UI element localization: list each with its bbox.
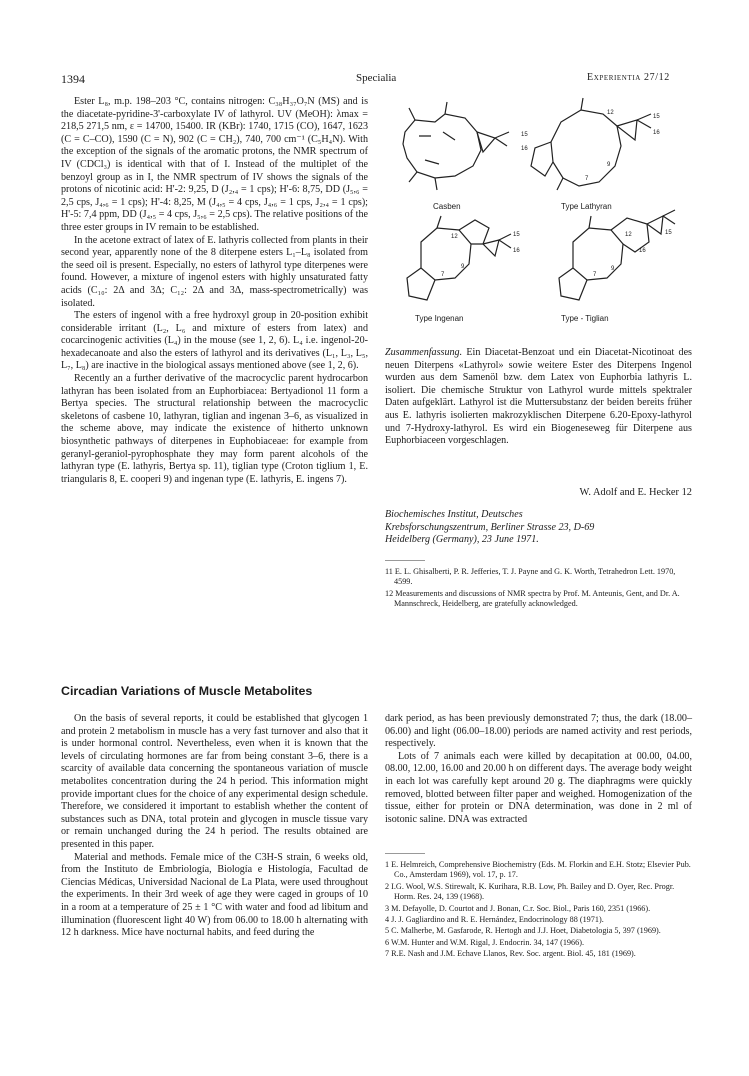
footnotes-bottom <box>385 860 692 961</box>
right-top-column <box>385 347 692 448</box>
footnote-7: 7 R.E. Nash and J.M. Echave Llanos, Rev. Soc. argent. Biol. 45, 181 (1969). <box>385 949 636 959</box>
ingenan-c16: 16 <box>513 248 520 254</box>
lathyran-c15: 15 <box>653 114 660 120</box>
lathyran-c7: 7 <box>585 176 589 182</box>
ingenan-label: Type Ingenan <box>415 314 464 323</box>
ingenan-structure <box>407 216 511 300</box>
ingenan-c12: 12 <box>451 234 458 240</box>
ingenan-c9: 9 <box>461 264 465 270</box>
tiglian-c16: 16 <box>639 248 646 254</box>
lathyran-c12: 12 <box>607 110 614 116</box>
casbene-label: Casben <box>433 202 461 211</box>
casbene-structure <box>403 102 509 190</box>
article-right-para1: dark period, as has been previously demonstrated 7; thus, the dark (18.00–06.00) and light (06.00–18.00) periods are named activity and rest periods, respectively. <box>385 713 692 750</box>
paragraph-ester-l8: Ester L₈, m.p. 198–203 °C, contains nitrogen: C₃₈H₃₇O₇N (MS) and is the diacetate-pyridine-3'-carboxylate IV of lathyrol. UV (MeOH): λmax = 218,5 271,5 nm, ε = 14700, 15400. IR (KBr): 1740, 1715 (CO), 1647, 1623 (C = C–CO), 1590 (C = N), 902 (C = CH₂), 740, 700 cm⁻¹ (C₅H₄N). With the exception of the signals of the aromatic protons, the NMR spectrum of IV (CDCl₃) is identical with that of I. Instead of the multiplet of the benzoyl group as in I, the NMR spectrum of IV shows the signals of the protons of nicotinic acid: H'-2: 9,25, D (J₂,₄ = 1 cps); H'-6: 8,75, DD (J₅,₆ = 2,5 cps, J₄,₆ = 1 cps); H'-4: 8,25, M (J₄,₅ = 4 cps, J₄,₆ = 1 cps, J₂,₄ = 1 cps); H'-5: 7,4 ppm, DD (J₄,₅ = 4 cps, J₅,₆ = 2,5 cps). The relative positions of the three ester groups in IV remain to be established. <box>61 96 368 233</box>
tiglian-c12: 12 <box>625 232 632 238</box>
article-right-para2: Lots of 7 animals each were killed by decapitation at 00.00, 04.00, 08.00, 12.00, 16.00 and 20.00 h on different days. The average body weight in each lot was carefully kept around 20 g. The diaphragms were quickly removed, blotted between filter paper and weighed. Homogenization of the tissue, either for protein or DNA determination, was done in 2 ml of isotonic saline. DNA was extracted <box>385 750 692 825</box>
article-right-column <box>385 713 692 826</box>
zusammenfassung-text: Ein Diacetat-Benzoat und ein Diacetat-Nicotinoat des neuen Diterpens «Lathyrol» sowie weitere Ester des Diterpens Ingenol wurden aus dem Samenöl bzw. dem Latex von Euphorbia lathyris L. isoliert. Die chemische Struktur von Lathyrol wurde mittels spektraler Daten aufgeklärt. Lathyrol ist die Muttersubstanz der beiden bereits früher aus E. lathyris isolierten makrozyklischen Diterpene 6.20-Epoxy-lathyrol und 7-Hydroxy-lathyrol. Es wird ein Biogeneseweg für Diterpene aus Euphorbiaceen vorgeschlagen. <box>385 347 692 447</box>
footnote-rule-top <box>385 560 425 561</box>
paragraph-latex-extract: In the acetone extract of latex of E. lathyris collected from plants in their second year, apparently none of the 8 diterpene esters L₁–L₈ isolated from the seed oil is present. Especially, no esters of lathyrol type diterpenes were found. However, a mixture of ingenol esters with highly unsaturated fatty acids (C₁₀: 2Δ and 3Δ; C₁₂: 2Δ and 3Δ, mass-spectrometrically) was isolated. <box>61 234 368 309</box>
ingenan-c15: 15 <box>513 232 520 238</box>
footnote-4: 4 J. J. Gagliardino and R. E. Hernández, Endocrinology 88 (1971). <box>385 915 604 925</box>
ingenan-c7: 7 <box>441 272 445 278</box>
structure-scheme <box>385 92 685 332</box>
lathyran-c9: 9 <box>607 162 611 168</box>
footnote-1: 1 E. Helmreich, Comprehensive Biochemistry (Eds. M. Florkin and E.H. Stotz; Elsevier Pub. Co., Amsterdam 1969), vol. 17, p. 17. <box>385 860 691 880</box>
tiglian-c9: 9 <box>611 266 615 272</box>
journal-name: Experientia 27/12 <box>587 72 670 83</box>
authors: W. Adolf and E. Hecker 12 <box>579 487 692 498</box>
affiliation: Biochemisches Institut, Deutsches Krebsforschungszentrum, Berliner Strasse 23, D-69 Heidelberg (Germany), 23 June 1971. <box>385 509 595 546</box>
paragraph-ingenol-esters: The esters of ingenol with a free hydroxyl group in 20-position exhibit considerable irritant (L₂, L₆ and mixture of esters from latex) and cocarcinogenic activities (L₄) in the mouse (see 1, 2, 6). L₄ i.e. ingenol-20-hexadecanoate and also the esters of lathyrol and its derivatives (L₁, L₃, L₅, L₇, L₈) are inactive in the biological assays mentioned above (see 1, 2, 6). <box>61 310 368 372</box>
article-left-column <box>61 713 368 940</box>
footnotes-top <box>385 567 692 611</box>
lathyran-label: Type Lathyran <box>561 202 612 211</box>
paragraph-biosynthesis: Recently an a further derivative of the macrocyclic parent hydrocarbon lathyran has been isolated from an Euphorbiacea: Bertyadionol 11 form a Bertya species. The structural relationship between the macrocyclic skeletons of casbene 10, lathyran, tiglian and ingenan 3–6, as visualized in the scheme above, may indicate the existence of hitherto unknown biosynthetic pathways of diterpenes in Euphobiaceae: for example from geranyl-geraniol-pyrophosphate they may form parent alcohols of the lathyran type (E. lathyris, Bertya sp. 11), tiglian type (Croton tiglium 1, E. triangularis 8, E. cooperi 9) and ingenan type (E. lathyris, E. ingens 7). <box>61 373 368 485</box>
footnote-2: 2 I.G. Wool, W.S. Stirewalt, K. Kurihara, R.B. Low, Ph. Bailey and D. Oyer, Rec. Progr. Horm. Res. 24, 139 (1968). <box>385 881 675 902</box>
footnote-11: 11 E. L. Ghisalberti, P. R. Jefferies, T. J. Payne and G. K. Worth, Tetrahedron Lett. 1970, 4599. <box>385 567 676 587</box>
lathyran-c16: 16 <box>653 130 660 136</box>
tiglian-c7: 7 <box>593 272 597 278</box>
zusammenfassung-heading: Zusammenfassung. <box>385 347 463 358</box>
article-intro: On the basis of several reports, it could be established that glycogen 1 and protein 2 metabolism in muscle has a very fast turnover and also that it is under hormonal control. Nevertheless, even when it is known that the levels of circulating hormones are far from being constant 3–6, there is a scarcity of available data concerning the spontaneous variation of muscle metabolites concentration during the 24 h period. This information might provide important clues for the choice of any experimental design schedule. Therefore, we considered it important to establish whether the content of substances such as DNA, total protein and glycogen in muscle tissue vary or remain unchanged during the 24 h period. The results obtained are presented in this paper. <box>61 713 368 850</box>
casbene-c15: 15 <box>521 132 528 138</box>
tiglian-c15: 15 <box>665 230 672 236</box>
zusammenfassung <box>385 347 692 448</box>
structure-drawings <box>385 92 685 332</box>
article-title: Circadian Variations of Muscle Metabolites <box>61 684 313 698</box>
tiglian-structure <box>559 210 675 300</box>
lathyran-structure <box>531 98 651 190</box>
article-methods: Material and methods. Female mice of the C3H-S strain, 6 weeks old, from the Instituto de Embriología, Biología e Histología, Facultad de Ciencias Médicas, Universidad Nacional de La Plata, were used throughout the experiments. In their 3rd week of age they were caged in groups of 10 in a room at a temperature of 25 ± 1 °C with water and food ad libitum and illumination (fluorescent light 40 W) from 06.00 to 18.00 h alternating with 12 h darkness. Mice have nocturnal habits, and feed during the <box>61 851 368 939</box>
running-section: Specialia <box>356 72 397 84</box>
footnote-12: 12 Measurements and discussions of NMR spectra by Prof. M. Anteunis, Gent, and Dr. A. Mannschreck, Heidelberg, are gratefully acknowledged. <box>385 588 680 609</box>
footnote-3: 3 M. Defayolle, D. Courtot and J. Bonan, C.r. Soc. Biol., Paris 160, 2351 (1966). <box>385 903 651 913</box>
page-number: 1394 <box>61 72 85 86</box>
tiglian-label: Type - Tiglian <box>561 314 609 323</box>
left-top-column <box>61 96 368 486</box>
footnote-5: 5 C. Malherbe, M. Gasfarode, R. Hertogh and J.J. Hoet, Diabetologia 5, 397 (1969). <box>385 926 661 936</box>
footnote-6: 6 W.M. Hunter and W.M. Rigal, J. Endocrin. 34, 147 (1966). <box>385 937 584 947</box>
footnote-rule-bottom <box>385 853 425 854</box>
casbene-c16: 16 <box>521 146 528 152</box>
